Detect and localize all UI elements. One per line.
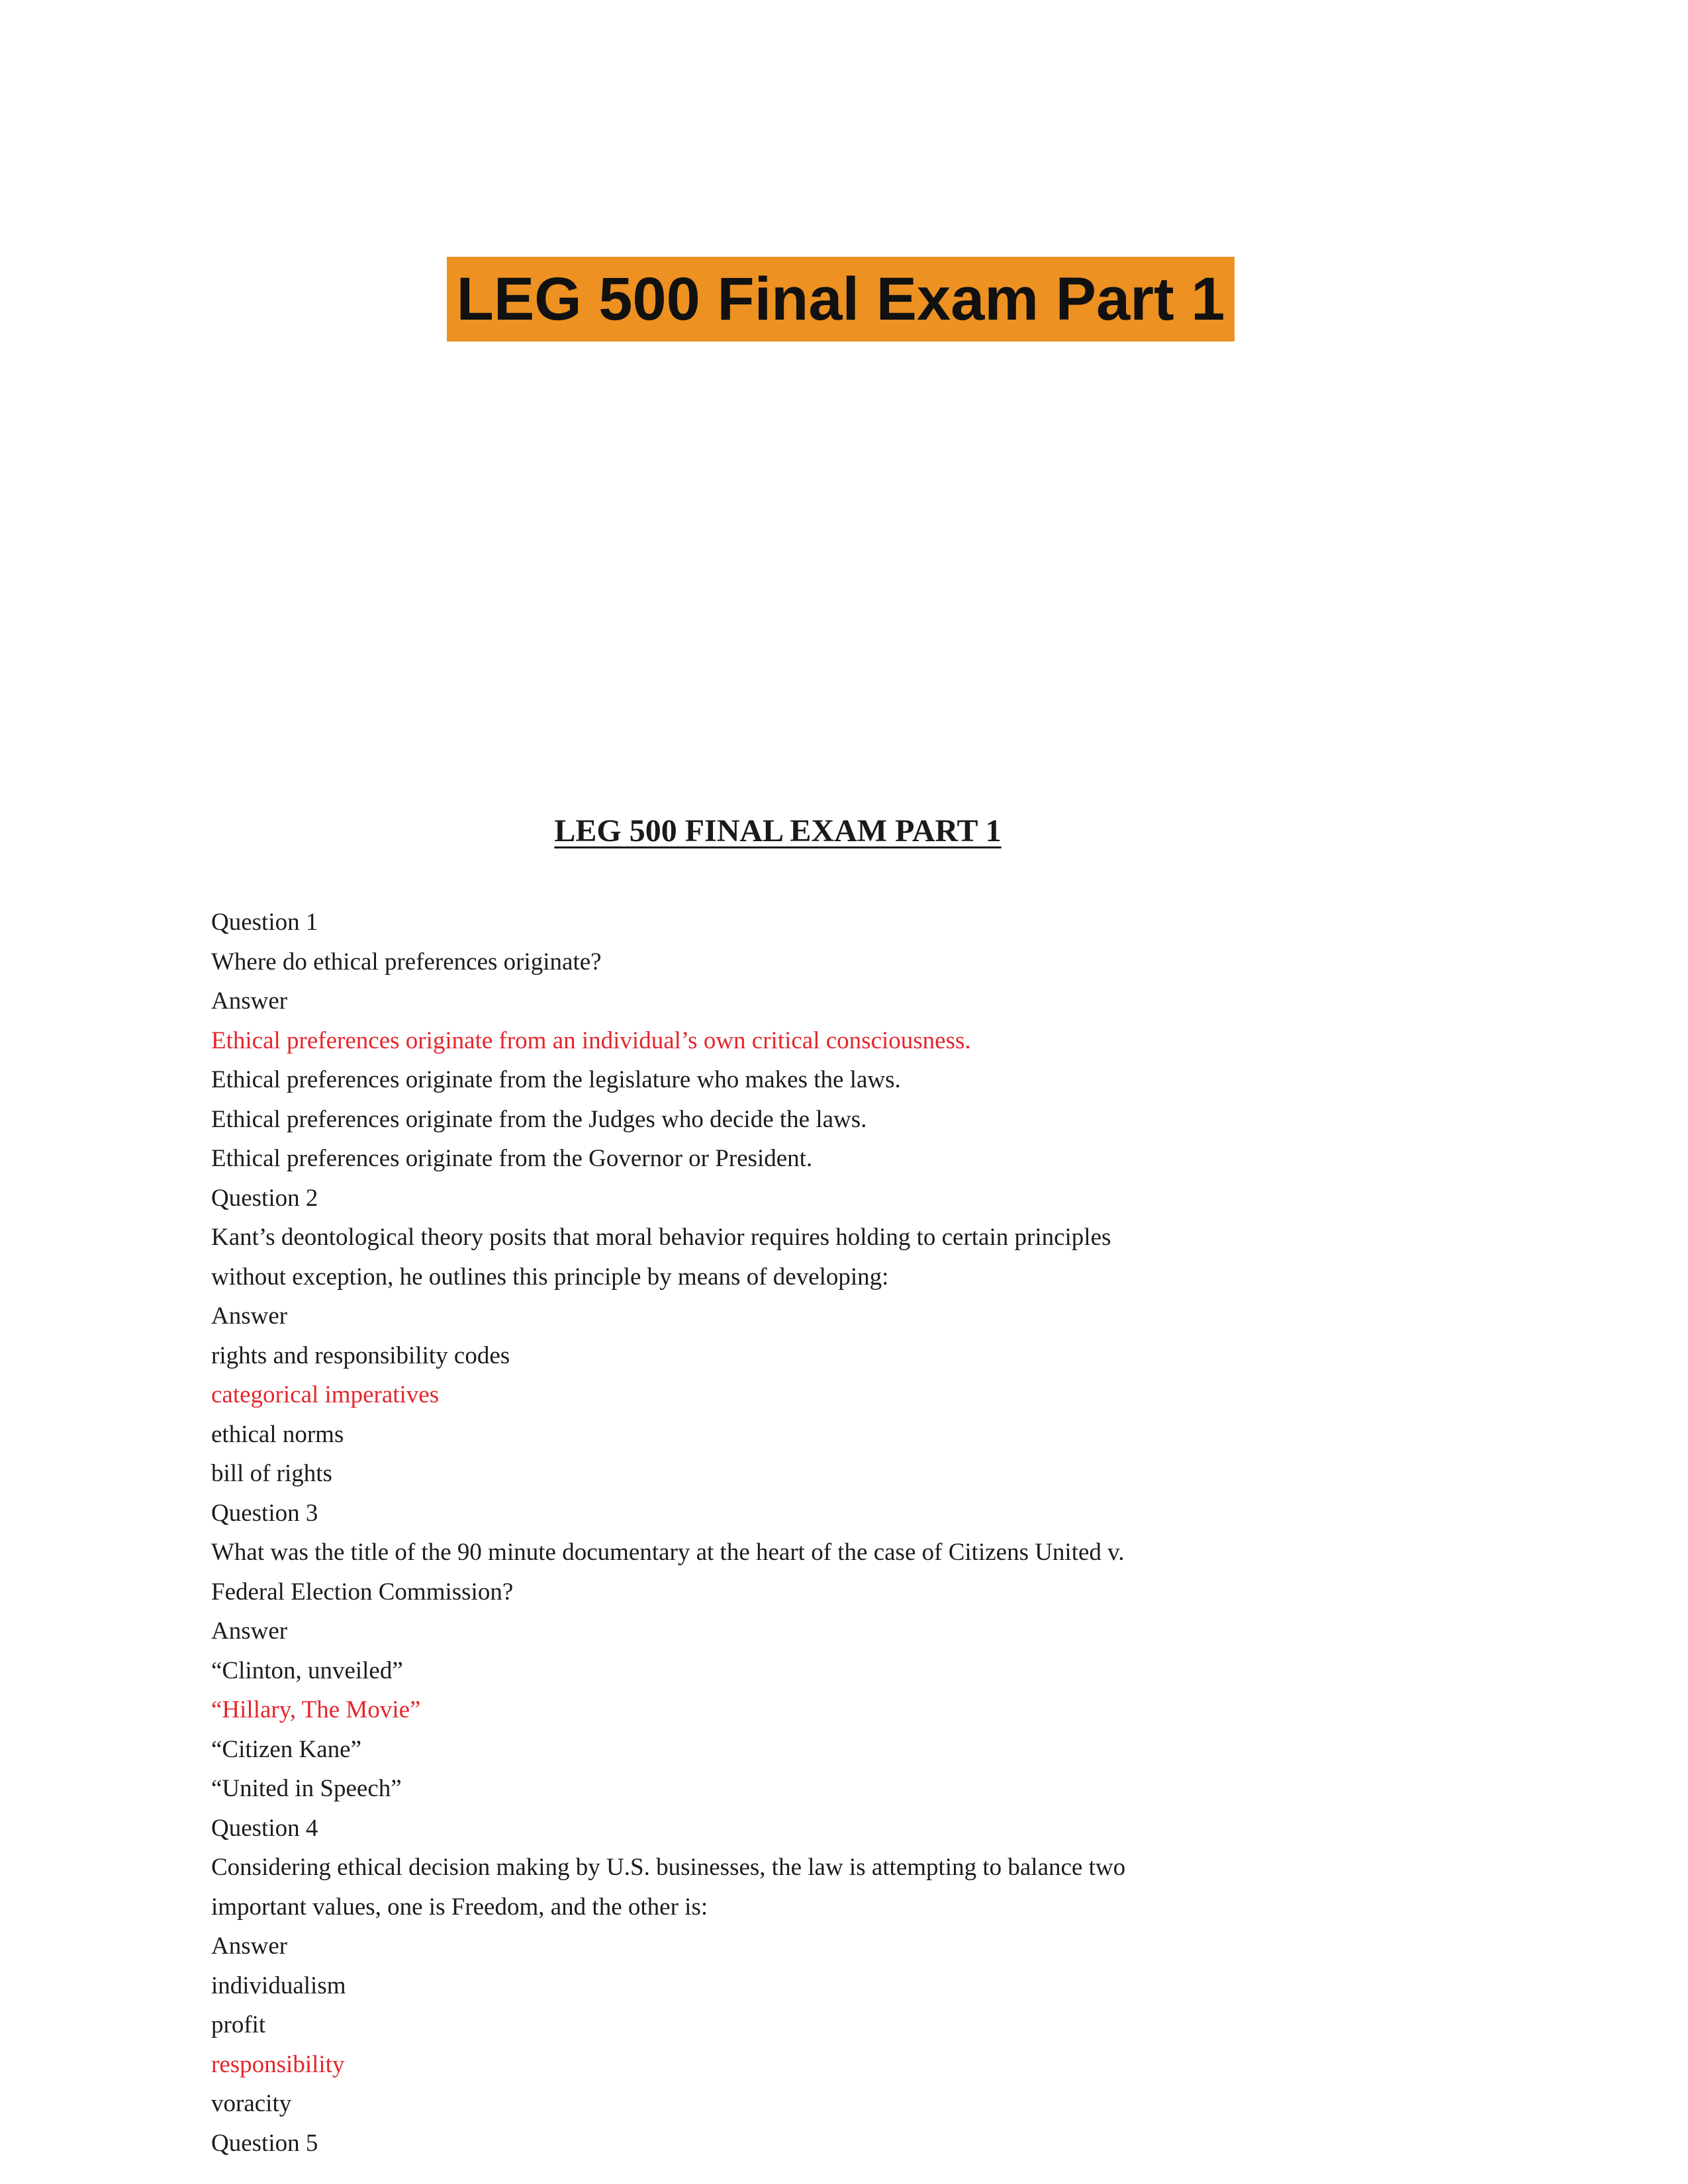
answer-label: Answer [211,987,288,1015]
question-prompt: Considering ethical decision making by U.S. businesses, the law is attempting to balance two [211,1854,1126,1881]
question-label: Question 1 [211,909,318,936]
answer-option: voracity [211,2090,292,2117]
answer-option: individualism [211,1972,346,1999]
answer-option: ethical norms [211,1420,344,1448]
question-prompt: What was the title of the 90 minute documentary at the heart of the case of Citizens United v. [211,1539,1125,1566]
banner-title: LEG 500 Final Exam Part 1 [456,265,1225,333]
answer-option: “Clinton, unveiled” [211,1657,403,1684]
answer-option: “United in Speech” [211,1775,402,1802]
title-banner [447,257,1235,341]
question-label: Question 4 [211,1814,318,1842]
question-label: Question 2 [211,1184,318,1212]
question-prompt: without exception, he outlines this principle by means of developing: [211,1263,889,1291]
answer-option: Ethical preferences originate from the Governor or President. [211,1145,813,1172]
answer-option-correct: Ethical preferences originate from an individual’s own critical consciousness. [211,1026,971,1054]
answer-option: profit [211,2011,266,2038]
answer-option: Ethical preferences originate from the Judges who decide the laws. [211,1105,867,1133]
question-block [211,903,1217,1179]
question-prompt: Federal Election Commission? [211,1578,514,1606]
answer-label: Answer [211,1302,288,1330]
question-prompt: important values, one is Freedom, and the other is: [211,1893,708,1921]
answer-label: Answer [211,1617,288,1645]
answer-option: Ethical preferences originate from the legislature who makes the laws. [211,1066,901,1093]
answer-label: Answer [211,1933,288,1960]
answer-option: rights and responsibility codes [211,1342,510,1369]
question-block [211,1809,1217,2124]
question-block [211,1494,1217,1809]
question-prompt: Where do ethical preferences originate? [211,948,602,976]
answer-option-correct: “Hillary, The Movie” [211,1696,421,1723]
question-label: Question 5 [211,2129,318,2157]
question-prompt: Kant’s deontological theory posits that moral behavior requires holding to certain principles [211,1224,1111,1251]
answer-option-correct: categorical imperatives [211,1381,440,1408]
answer-option-correct: responsibility [211,2050,345,2078]
answer-option: “Citizen Kane” [211,1735,362,1763]
question-block [211,2124,1217,2163]
document-heading: LEG 500 FINAL EXAM PART 1 [554,813,1002,848]
answer-option: bill of rights [211,1460,332,1487]
question-block [211,1179,1217,1494]
exam-content [211,903,1217,2163]
question-label: Question 3 [211,1499,318,1527]
